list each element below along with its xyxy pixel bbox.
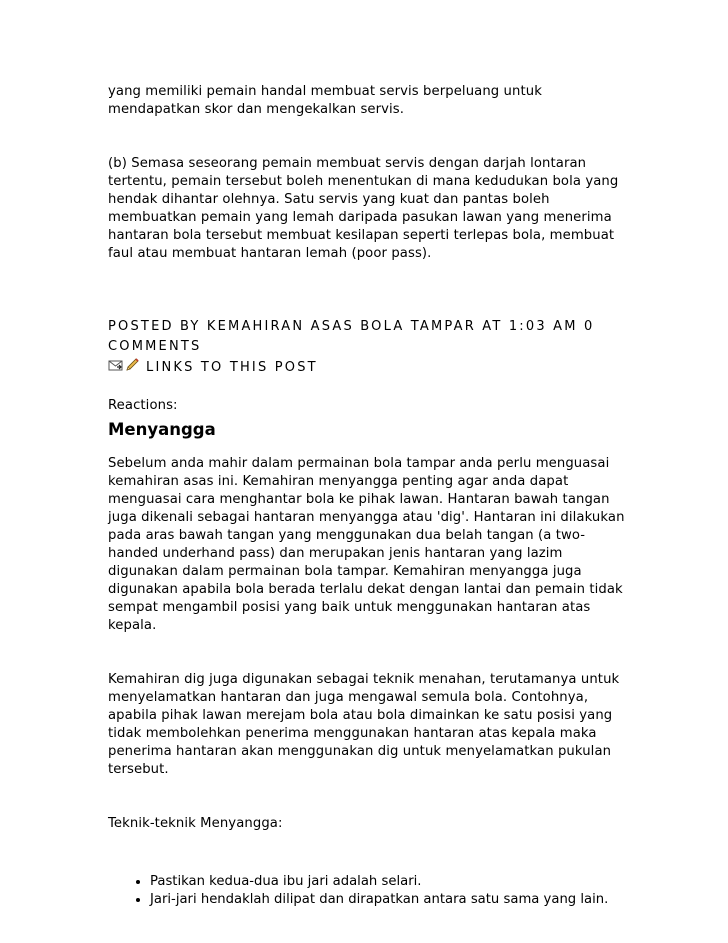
links-row [108,357,628,379]
post-title[interactable]: Menyangga [108,420,216,439]
techniques-list [108,873,628,909]
post-paragraph-1: Sebelum anda mahir dalam permainan bola tampar anda perlu menguasai kemahiran asas ini. Kemahiran menyangga penting agar anda dapat menguasai cara menghantar bola ke pihak lawan. Hantaran bawah tangan juga dikenali sebagai hantaran menyangga atau 'dig'. Hantaran ini dilakukan pada aras bawah tangan yang menggunakan dua belah tangan (a two-handed underhand pass) dan merupakan jenis hantaran yang lazim digunakan dalam permainan bola tampar. Kemahiran menyangga juga digunakan apabila bola berada terlalu dekat dengan lantai dan pemain tidak sempat mengambil posisi yang baik untuk menggunakan hantaran atas kepala. [108,456,625,633]
techniques-heading: Teknik-teknik Menyangga: [108,816,283,831]
post-footer [108,317,628,379]
links-to-this-post-link[interactable]: LINKS TO THIS POST [146,360,318,375]
reactions-label: Reactions: [108,398,178,413]
post-action-icons [108,357,140,380]
document-page [108,83,628,909]
intro-paragraph-end: yang memiliki pemain handal membuat servis berpeluang untuk mendapatkan skor dan mengekalkan servis. [108,84,542,117]
edit-post-icon[interactable] [124,357,140,380]
list-item: • Pastikan kedua-dua ibu jari adalah selari. [150,873,628,891]
intro-paragraph-b: (b) Semasa seseorang pemain membuat servis dengan darjah lontaran tertentu, pemain tersebut boleh menentukan di mana kedudukan bola yang hendak dihantar olehnya. Satu servis yang kuat dan pantas boleh membuatkan pemain yang lemah daripada pasukan lawan yang menerima hantaran bola tersebut membuat kesilapan seperti terlepas bola, membuat faul atau membuat hantaran lemah (poor pass). [108,156,619,261]
posted-by-line: POSTED BY KEMAHIRAN ASAS BOLA TAMPAR AT 1:03 AM 0 COMMENTS [108,319,595,354]
list-item: • Jari-jari hendaklah dilipat dan dirapatkan antara satu sama yang lain. [150,891,628,909]
email-post-icon[interactable] [108,358,124,379]
post-paragraph-2: Kemahiran dig juga digunakan sebagai teknik menahan, terutamanya untuk menyelamatkan hantaran dan juga mengawal semula bola. Contohnya, apabila pihak lawan merejam bola atau bola dimainkan ke satu posisi yang tidak membolehkan penerima menggunakan hantaran atas kepala maka penerima hantaran akan menggunakan dig untuk menyelamatkan pukulan tersebut. [108,672,620,777]
